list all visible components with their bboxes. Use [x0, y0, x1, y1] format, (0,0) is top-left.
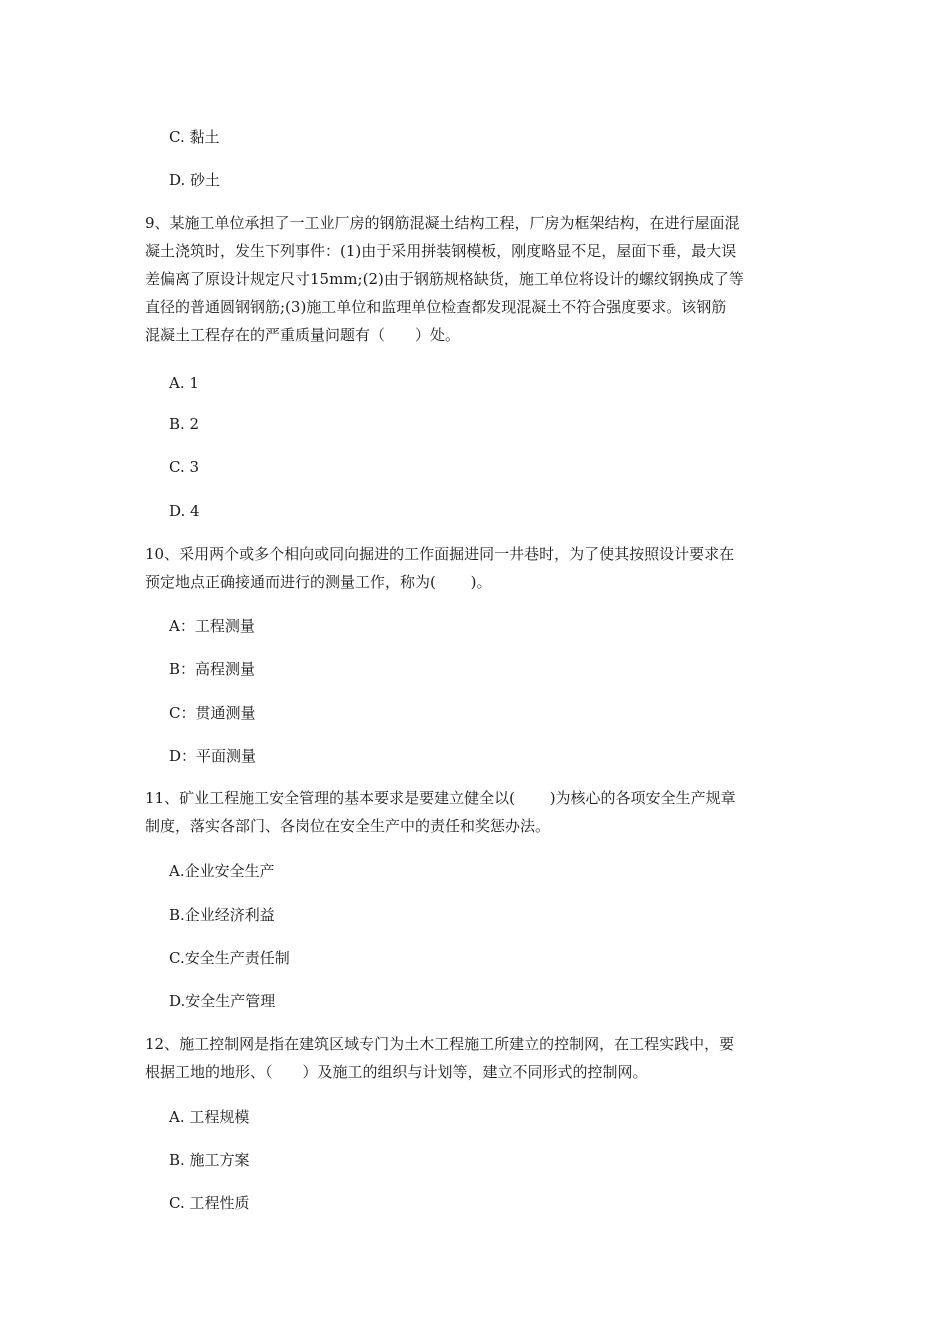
option-text: D.安全生产管理	[169, 992, 276, 1010]
question-line: 预定地点正确接通而进行的测量工作，称为( )。	[145, 573, 492, 591]
option-text: B. 施工方案	[169, 1151, 250, 1169]
option-text: B：高程测量	[169, 660, 256, 678]
question-line: 根据工地的地形、（ ）及施工的组织与计划等，建立不同形式的控制网。	[145, 1063, 648, 1081]
option-text: C.安全生产责任制	[169, 949, 290, 967]
option-text: C. 3	[169, 458, 200, 476]
option-text: C：贯通测量	[169, 704, 256, 722]
question-line: 12、施工控制网是指在建筑区域专门为土木工程施工所建立的控制网，在工程实践中，要	[145, 1035, 735, 1053]
question-line: 10、采用两个或多个相向或同向掘进的工作面掘进同一井巷时，为了使其按照设计要求在	[145, 545, 735, 563]
option-text: D. 4	[169, 502, 200, 520]
option-text: B. 2	[169, 415, 200, 433]
question-line: 制度，落实各部门、各岗位在安全生产中的责任和奖惩办法。	[145, 817, 551, 835]
option-text: A.企业安全生产	[169, 862, 275, 880]
option-text: C. 工程性质	[169, 1194, 250, 1212]
option-text: B.企业经济利益	[169, 906, 275, 924]
option-text: A. 1	[169, 374, 199, 392]
option-text: D. 砂土	[169, 171, 221, 189]
question-line: 差偏离了原设计规定尺寸15mm;(2)由于钢筋规格缺货，施工单位将设计的螺纹钢换成了等	[145, 270, 744, 288]
option-text: A. 工程规模	[169, 1108, 250, 1126]
question-line: 直径的普通圆钢钢筋;(3)施工单位和监理单位检查都发现混凝土不符合强度要求。该钢筋	[145, 298, 727, 316]
question-line: 凝土浇筑时，发生下列事件：(1)由于采用拼装钢模板，刚度略显不足，屋面下垂，最大误	[145, 242, 737, 260]
option-text: C. 黏土	[169, 128, 220, 146]
option-text: D：平面测量	[169, 747, 257, 765]
question-line: 11、矿业工程施工安全管理的基本要求是要建立健全以( )为核心的各项安全生产规章	[145, 789, 736, 807]
option-text: A：工程测量	[169, 617, 255, 635]
question-line: 9、某施工单位承担了一工业厂房的钢筋混凝土结构工程，厂房为框架结构，在进行屋面混	[145, 214, 740, 232]
question-line: 混凝土工程存在的严重质量问题有（ ）处。	[145, 326, 461, 344]
